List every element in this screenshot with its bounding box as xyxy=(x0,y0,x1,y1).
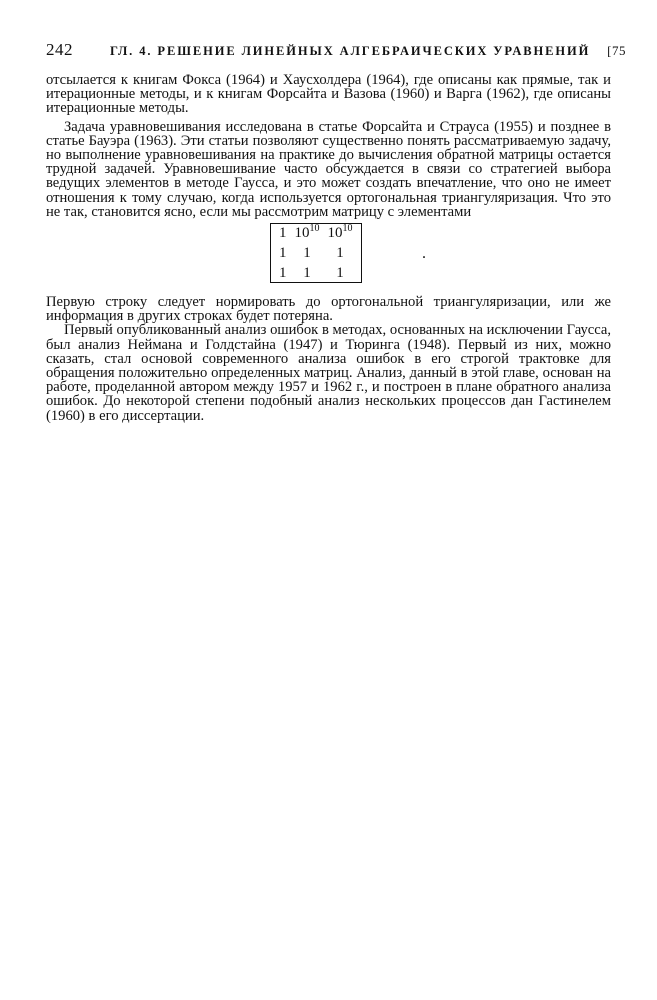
matrix-row xyxy=(275,243,357,263)
matrix-cell: 1 xyxy=(336,245,344,262)
power-exponent: 10 xyxy=(342,223,353,235)
matrix-cell-power xyxy=(324,223,357,243)
power-exponent: 10 xyxy=(309,223,320,235)
paragraph-normalization: Первую строку следует нормировать до ортогональной триангуляризации, или же информация в других строках будет потеряна. xyxy=(46,294,611,325)
matrix-cell: 1 xyxy=(336,265,344,282)
matrix xyxy=(270,223,362,283)
running-title: ГЛ. 4. РЕШЕНИЕ ЛИНЕЙНЫХ АЛГЕБРАИЧЕСКИХ УРАВНЕНИЙ xyxy=(110,44,591,58)
section-reference: [75 xyxy=(607,43,626,58)
matrix-cell: 1 xyxy=(279,245,287,262)
paragraph-error-analysis: Первый опубликованный анализ ошибок в методах, основанных на исключении Гаусса, был анализ Неймана и Голдстайна (1947) и Тюринга (1948). Первый из них, можно сказать, стал основой современного анализа ошибок в его строгой трактовке для обращения положительно определенных матриц. Анализ, данный в этой главе, основан на работе, проделанной автором между 1957 и 1962 г., и построен в плане обратного анализа ошибок. До некоторой степени подобный анализ нескольких процессов дан Гастинелем (1960) в его диссертации. xyxy=(46,322,611,424)
matrix-cell: 1 xyxy=(303,245,311,262)
matrix-row xyxy=(275,223,357,243)
matrix-terminator: . xyxy=(422,245,426,263)
power-base: 10 xyxy=(327,225,343,242)
running-header xyxy=(46,40,626,64)
matrix-cell: 1 xyxy=(279,225,287,242)
paragraph-references: отсылается к книгам Фокса (1964) и Хаусхолдера (1964), где описаны как прямые, так и итерационные методы, и к книгам Форсайта и Вазова (1960) и Варга (1962), где описаны итерационные методы. xyxy=(46,72,611,117)
matrix-cell: 1 xyxy=(303,265,311,282)
matrix-row xyxy=(275,263,357,283)
matrix-cell: 1 xyxy=(279,265,287,282)
matrix-display xyxy=(46,223,611,289)
power-base: 10 xyxy=(294,225,310,242)
page-body xyxy=(46,73,611,423)
matrix-table xyxy=(275,223,357,283)
page-number: 242 xyxy=(46,40,73,59)
paragraph-equilibration: Задача уравновешивания исследована в статье Форсайта и Страуса (1955) и позднее в статье Бауэра (1963). Эти статьи позволяют существенно понять рассматриваемую задачу, но выполнение уравновешивания на практике до вычисления обратной матрицы остается трудной задачей. Уравновешивание часто обсуждается в связи со стратегией выбора ведущих элементов в методе Гаусса, и это может создать впечатление, что оно не имеет отношения к тому случаю, когда используется ортогональная триангуляризация. Что это не так, становится ясно, если мы рассмотрим матрицу с элементами xyxy=(46,118,611,220)
matrix-cell-power xyxy=(291,223,324,243)
